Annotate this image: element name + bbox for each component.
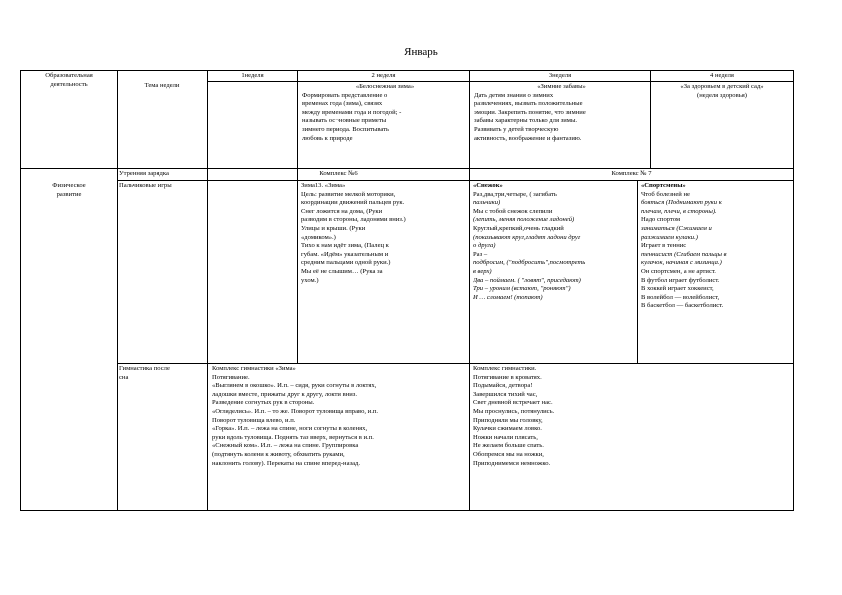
gym-complex-left — [212, 365, 468, 468]
theme-line: развлечениях, вызвать положительные — [474, 100, 583, 108]
header-bottom-line — [20, 168, 794, 169]
gym-line: Комплекс гимнастики. — [473, 365, 537, 372]
theme-line: активность, воображение и фантазию. — [474, 134, 582, 142]
activity-header-line: деятельность — [50, 80, 88, 88]
finger-games-label: Пальчиковые игры — [119, 182, 172, 189]
gym-line: Потягивание. — [212, 373, 250, 381]
gym-line: Ножки начали плясать, — [473, 433, 538, 441]
gym-label — [119, 365, 207, 382]
theme-line: Дать детям знания о зимних — [474, 91, 554, 99]
finger-week-2 — [301, 182, 468, 285]
week-3-header: 3неделя — [548, 72, 572, 79]
theme-week-2-title: «Белоснежная зима» — [355, 83, 415, 90]
page-title: Январь — [404, 46, 438, 58]
gym-line: «Огляделись». И.п. – то же. Поворот туловища вправо, и.п. — [212, 407, 379, 415]
theme-week-3-title: «Зимние забавы» — [537, 83, 586, 90]
morning-exercise-label: Утренняя зарядка — [119, 170, 169, 177]
finger-line: заниматься (Сжимаем и — [641, 224, 712, 232]
gym-line: Поворот туловища влево, и.п. — [212, 416, 296, 424]
finger-line: плечам, плечи, в стороны). — [641, 207, 717, 215]
finger-line: теннисист (Сгибаем пальцы в — [641, 250, 727, 258]
gym-line: руки вдоль туловища. Поднять таз вверх, вернуться в и.п. — [212, 433, 374, 441]
finger-line: Мы её не слышим… (Рука за — [301, 267, 383, 275]
gym-label-line: Гимнастика после — [119, 365, 170, 372]
finger-line: (показывают круг,гладят ладони друг — [473, 233, 581, 241]
gym-line: Кулачки сжимаем ловко. — [473, 425, 542, 433]
theme-line: Развивать у детей творческую — [474, 125, 559, 133]
table-border-left — [20, 70, 21, 511]
gym-label-line: сна — [119, 373, 129, 381]
finger-line: Тихо к нам идёт зима, (Палец к — [301, 242, 389, 250]
finger-week-4 — [641, 182, 793, 311]
gym-line: «Снежный ком». И.п. – лежа на спине. Группировка — [212, 442, 359, 450]
finger-line: бояться (Поднимают руки к — [641, 199, 722, 207]
week-2-header: 2 неделя — [371, 72, 396, 79]
finger-week-3 — [473, 182, 636, 302]
gym-line: Подымайся, детвора! — [473, 382, 533, 390]
theme-week-3 — [474, 83, 649, 143]
week-4-header: 4 неделя — [710, 72, 734, 79]
finger-line: о друга) — [473, 242, 496, 250]
finger-title: «Спортсмены» — [641, 182, 686, 189]
gym-line: Потягивание в кроватях. — [473, 373, 542, 381]
gym-line: (подтянуть колени к животу, обхватить руками, — [212, 450, 345, 458]
gym-line: Комплекс гимнастики «Зима» — [212, 365, 296, 372]
finger-line: ухом.) — [301, 276, 319, 284]
gym-line: Мы проснулись, потянулись. — [473, 407, 555, 415]
theme-header: Тема недели — [144, 82, 180, 89]
finger-line: координации движений пальцев рук. — [301, 199, 405, 207]
finger-line: Цель: развитие мелкой моторики, — [301, 190, 396, 198]
activity-header-line: Образовательная — [45, 72, 93, 79]
section-name-line: Физическое — [52, 182, 86, 189]
finger-line: кулачок, начиная с мизинца.) — [641, 259, 722, 267]
gym-line: Обопремся мы на ножки, — [473, 450, 544, 458]
finger-line: Мы с тобой снежок слепили — [473, 207, 553, 215]
finger-line: В футбол играет футболист. — [641, 276, 720, 284]
theme-line: эмоции. Закрепить понятие, что зимние — [474, 108, 586, 116]
finger-line: В хоккей играет хоккеист, — [641, 285, 714, 293]
theme-line: зимнего периода. Воспитывать — [302, 125, 390, 133]
gym-line: «Выглянем в окошко». И.п. – сидя, руки согнуты в локтях, — [212, 382, 377, 390]
col-line-5b — [637, 180, 638, 364]
finger-line: разводим в стороны, ладонями вниз.) — [301, 216, 406, 224]
gym-line: Приподнимемся немножко. — [473, 459, 551, 467]
gym-line: Приподняли мы головку, — [473, 416, 543, 424]
theme-line: называть ос¬новные приметы — [302, 117, 387, 125]
table-border-right — [793, 70, 794, 511]
section-name — [22, 182, 116, 199]
finger-line: Он спортсмен, а не артист. — [641, 267, 716, 275]
gym-line: «Горка». И.п. – лежа на спине, ноги согнуты в коленях, — [212, 425, 368, 433]
col-line-3b — [297, 180, 298, 364]
table-border-top — [20, 70, 794, 71]
gym-line: Свет дневной встречает нас. — [473, 399, 553, 407]
finger-line: средним пальцами одной руки.) — [301, 259, 391, 267]
finger-line: пальчики) — [473, 199, 501, 207]
finger-line: подбросим, ("подбросить",посмотреть — [473, 259, 586, 267]
finger-line: Снег ложится на дома, (Руки — [301, 207, 383, 215]
finger-line: И … сломаем! (топают) — [473, 293, 543, 301]
finger-line: губам. «Идём» указательным и — [301, 250, 389, 258]
theme-line: любовь к природе — [302, 134, 353, 142]
week-header-line — [207, 81, 794, 82]
gym-line: ладошки вместе, прижаты друг к другу, локти вниз. — [212, 390, 358, 398]
finger-line: Играет в теннис — [641, 242, 687, 250]
theme-week-2 — [302, 83, 468, 143]
complex-7-label: Комплекс № 7 — [611, 170, 652, 177]
gym-complex-right — [473, 365, 791, 468]
finger-line: (лепить, меняя положение ладоней) — [473, 216, 575, 224]
table-border-bottom — [20, 510, 794, 511]
finger-line: Раз – — [473, 250, 488, 258]
section-name-line: развитие — [56, 190, 82, 198]
morning-row-line — [117, 180, 794, 181]
finger-line: разжимаем кулаки.) — [641, 233, 698, 241]
activity-header — [22, 72, 116, 89]
theme-week-4 — [651, 83, 793, 100]
col-line-2 — [207, 70, 208, 511]
finger-line: «домиком».) — [301, 233, 336, 241]
finger-line: Чтоб болезней не — [641, 190, 690, 198]
finger-line: Три – уроним (встают, "роняют") — [473, 285, 571, 293]
gym-line: Не желаем больше спать. — [473, 442, 544, 450]
col-line-4 — [469, 70, 470, 511]
week-1-header: 1неделя — [241, 72, 264, 79]
finger-line: Надо спортом — [641, 216, 681, 224]
plan-table — [20, 70, 794, 510]
finger-line: в верх) — [473, 267, 492, 275]
col-line-3 — [297, 70, 298, 181]
finger-line: Круглый,крепкий,очень гладкий — [473, 224, 564, 232]
complex-6-label: Комплекс №6 — [319, 170, 358, 177]
theme-line: забавы характерны только для зимы. — [474, 117, 578, 125]
theme-line: Формировать представление о — [302, 91, 388, 99]
finger-title: «Снежок» — [473, 182, 503, 189]
gym-line: Завершился тихий час, — [473, 390, 538, 398]
finger-row-line — [117, 363, 794, 364]
gym-line: наклонить голову). Перекаты на спине вперед-назад. — [212, 459, 361, 467]
finger-line: Зима13. «Зима» — [301, 182, 346, 189]
finger-line: В волейбол — волейболист, — [641, 293, 720, 301]
finger-line: В баскетбол — баскетболист. — [641, 302, 724, 310]
finger-line: Улицы и крыши. (Руки — [301, 224, 366, 232]
theme-week-4-title: «За здоровьем в детский сад» — [680, 83, 764, 90]
theme-line: временах года (зима), связях — [302, 100, 383, 108]
finger-line: Два – поймаем. ( "ловят", приседают) — [473, 276, 581, 284]
col-line-1 — [117, 70, 118, 511]
theme-line: между временами года и погодой; - — [302, 108, 402, 116]
gym-line: Разведение согнутых рук в стороны. — [212, 399, 315, 407]
theme-week-4-subtitle: (неделя здоровья) — [697, 91, 747, 99]
finger-line: Раз,два,три,четыре, ( загибать — [473, 190, 557, 198]
